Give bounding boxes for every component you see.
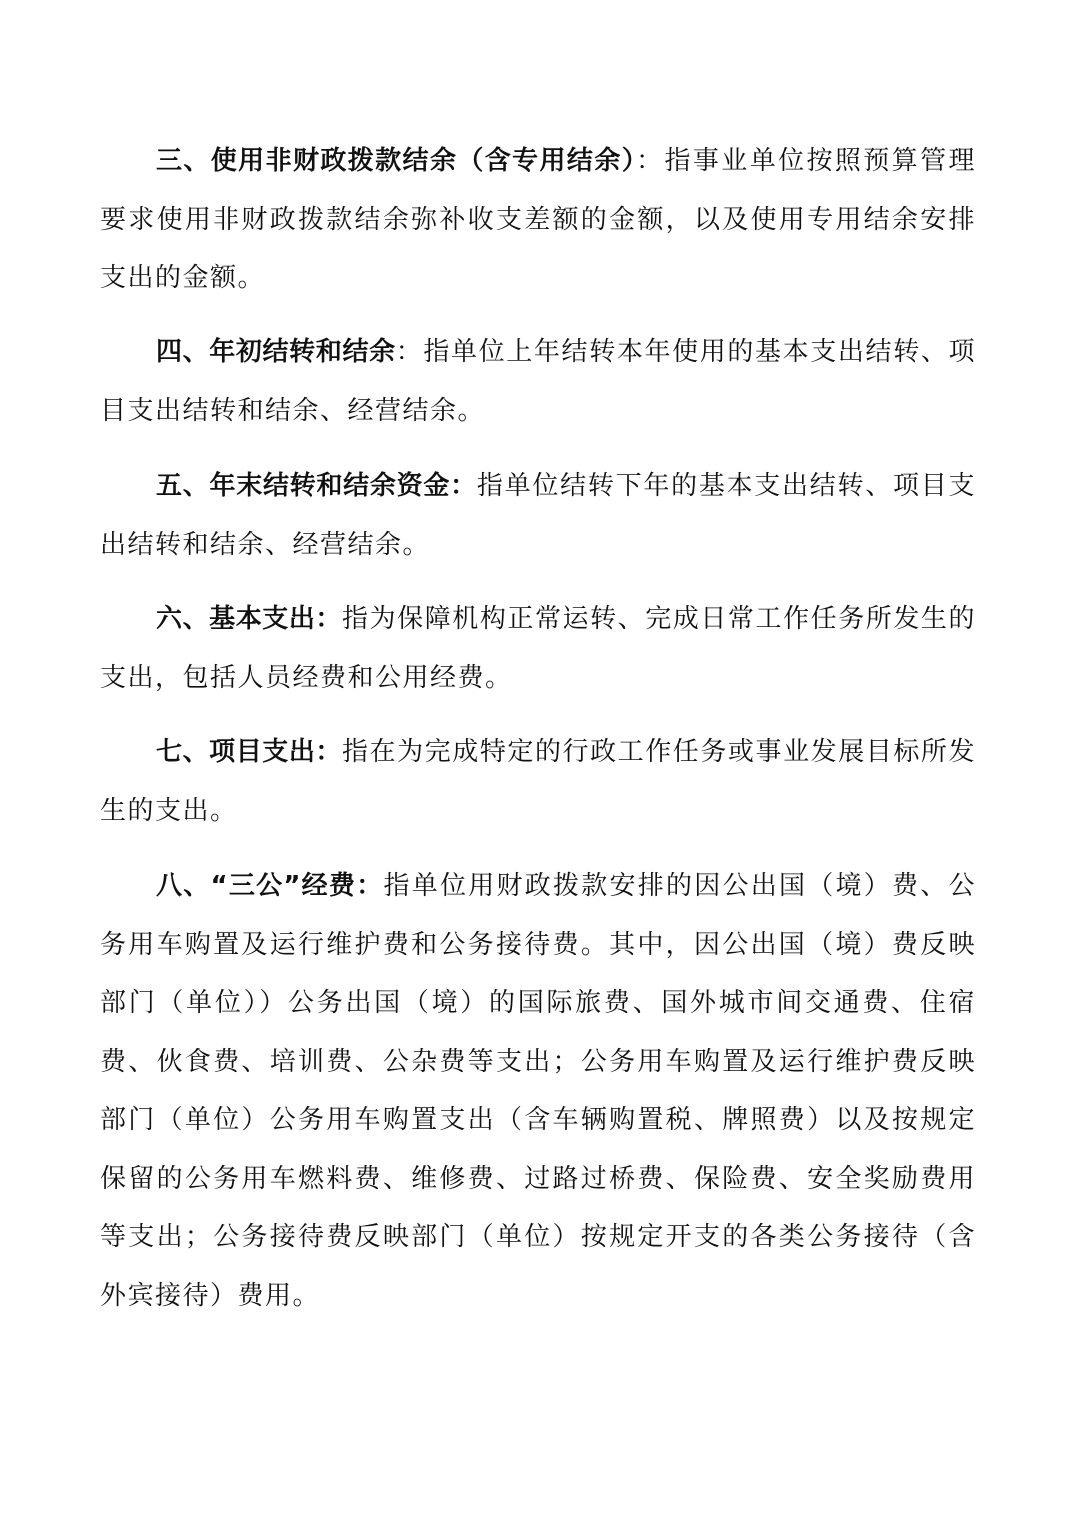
definition-body: 指单位结转下年的基本支出结转、项目支出结转和结余、经营结余。	[100, 471, 976, 560]
definition-body: 指为保障机构正常运转、完成日常工作任务所发生的支出，包括人员经费和公用经费。	[100, 604, 976, 693]
definition-paragraph-3	[100, 132, 976, 308]
definition-term: 五、年末结转和结余资金：	[156, 471, 477, 501]
definition-term: 三、使用非财政拨款结余（含专用结余）	[156, 146, 637, 176]
definition-paragraph-7	[100, 723, 976, 840]
definition-term: 六、基本支出：	[156, 604, 342, 634]
definition-body: 指单位用财政拨款安排的因公出国（境）费、公务用车购置及运行维护费和公务接待费。其中，因公出国（境）费反映部门（单位））公务出国（境）的国际旅费、国外城市间交通费、住宿费、伙食费、培训费、公杂费等支出；公务用车购置及运行维护费反映部门（单位）公务用车购置支出（含车辆购置税、牌照费）以及按规定保留的公务用车燃料费、维修费、过路过桥费、保险费、安全奖励费用等支出；公务接待费反映部门（单位）按规定开支的各类公务接待（含外宾接待）费用。	[100, 871, 976, 1311]
definition-body: ：指单位上年结转本年使用的基本支出结转、项目支出结转和结余、经营结余。	[100, 337, 976, 426]
definition-paragraph-5	[100, 457, 976, 574]
definition-paragraph-8	[100, 857, 976, 1325]
definition-term: 四、年初结转和结余	[156, 337, 396, 367]
definition-term: 七、项目支出：	[156, 737, 342, 767]
definition-paragraph-4	[100, 323, 976, 440]
definition-paragraph-6	[100, 590, 976, 707]
definition-body: ：指事业单位按照预算管理要求使用非财政拨款结余弥补收支差额的金额，以及使用专用结余安排支出的金额。	[100, 146, 976, 293]
definition-body: 指在为完成特定的行政工作任务或事业发展目标所发生的支出。	[100, 737, 976, 826]
definition-term: 八、“三公”经费：	[156, 871, 384, 901]
